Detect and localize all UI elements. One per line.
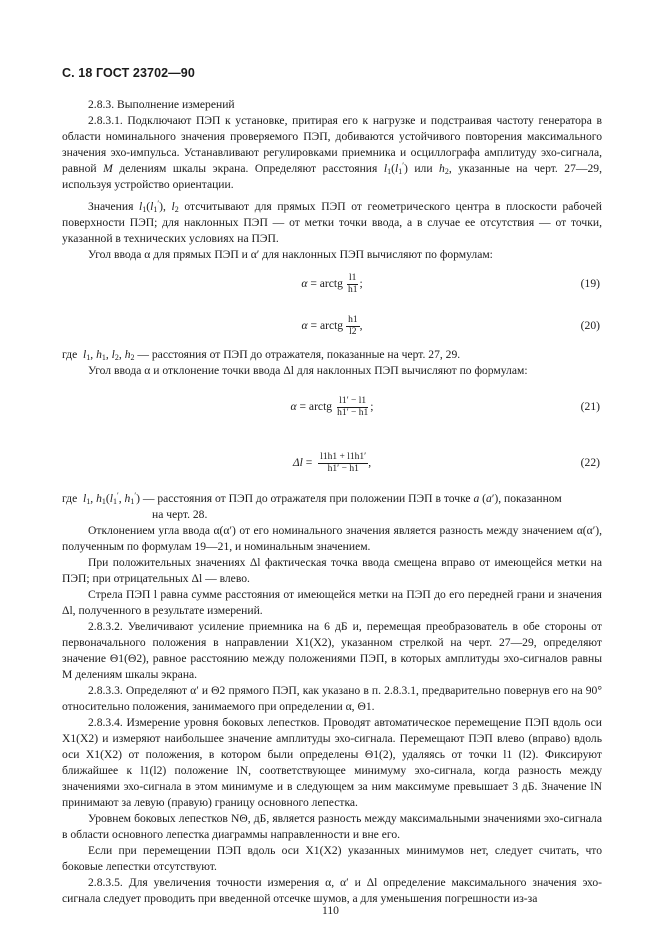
paragraph-sidelobe: Уровнем боковых лепестков NΘ, дБ, является разность между максимальными значениями эхо-сигнала в области основного лепестка диаграммы направленности и вне его.	[62, 812, 602, 841]
paragraph-where-1: где $l_1$, $h_1$, $l_2$, $h_2$ — расстояния от ПЭП до отражателя, показанные на черт. 27, 29.	[62, 348, 461, 362]
paragraph-where-2: где $l_1$, $h_1(l_1'$, $h_1'$) — расстояния от ПЭП до отражателя при положении ПЭП в точке a (a′), показанном	[62, 491, 562, 506]
formula-19: α = arctg $\frac{l1}{h1}$ ; (19)	[301, 272, 600, 295]
formula-22: Δl = $\frac{l1h1 + l1h1'}{h1' - h1}$ , (22)	[292, 451, 600, 474]
paragraph-values: Значения $l_1(l_1')$, $l_2$ отсчитывают для прямых ПЭП от геометрического центра в плоскости рабочей поверхности ПЭП; для наклонных ПЭП — от метки точки ввода, а в случае ее отсутствия — от точки, указанной в технических условиях на ПЭП.	[62, 199, 602, 245]
paragraph-angle2-intro: Угол ввода α и отклонение точки ввода Δl для наклонных ПЭП вычисляют по формулам:	[88, 364, 528, 377]
paragraph-where-2-tail: на черт. 28.	[152, 508, 208, 521]
paragraph-2831: 2.8.3.1. Подключают ПЭП к установке, притирая его к нагрузке и подстраивая частоту генератора в области номинального значения проверяемого ПЭП, добиваются устойчивого повторения максимального значения эхо-импульса. Устанавливают регулировками приемника и осциллографа амплитуду эхо-сигнала, равной M делениям шкалы экрана. Определяют расстояния $l_1(l_1')$ или $h_2$, указанные на черт. 27—29, используя устройство ориентации.	[62, 114, 602, 191]
paragraph-arrow: Стрела ПЭП l равна сумме расстояния от имеющейся метки на ПЭП до его передней грани и значения Δl, полученного в результате измерений.	[62, 588, 602, 617]
page-number: 110	[322, 904, 339, 917]
equation-number: (21)	[580, 400, 600, 413]
formula-20: α = arctg $\frac{h1}{l2}$ , (20)	[301, 314, 600, 337]
page-header: С. 18 ГОСТ 23702—90	[62, 66, 195, 80]
paragraph-positive: При положительных значениях Δl фактическая точка ввода смещена вправо от имеющейся метки на ПЭП; при отрицательных Δl — влево.	[62, 556, 602, 585]
paragraph-angle-intro: Угол ввода α для прямых ПЭП и α′ для наклонных ПЭП вычисляют по формулам:	[88, 248, 493, 261]
paragraph-2834: 2.8.3.4. Измерение уровня боковых лепестков. Проводят автоматическое перемещение ПЭП вдоль оси X1(X2) и измеряют наибольшее значение амплитуды эхо-сигнала. Перемещают ПЭП влево (вправо) вдоль оси X1(X2) от положения, в котором были определены Θ1(2), удаляясь от точки l1 (l2). Фиксируют ближайшее к l1(l2) положение lN, соответствующее минимуму эхо-сигнала, когда разность между значениями эхо-сигнала в этом минимуме и в следующем за ним максимуме превышает 3 дБ. Значение lN принимают за левую (правую) границу основного лепестка.	[62, 716, 602, 809]
paragraph-2832: 2.8.3.2. Увеличивают усиление приемника на 6 дБ и, перемещая преобразователь в обе стороны от первоначального положения в направлении X1(X2), указанном стрелкой на черт. 27—29, определяют значение Θ1(Θ2), равное расстоянию между положениями ПЭП, в которых амплитуды эхо-сигналов равны M делениям шкалы экрана.	[62, 620, 602, 681]
paragraph-deviation: Отклонением угла ввода α(α′) от его номинального значения является разность между значением α(α′), полученным по формулам 19—21, и номинальным значением.	[62, 524, 602, 553]
paragraph-no-minimum: Если при перемещении ПЭП вдоль оси X1(X2) указанных минимумов нет, следует считать, что боковые лепестки отсутствуют.	[62, 844, 602, 873]
section-title: 2.8.3. Выполнение измерений	[88, 98, 235, 111]
document-body	[62, 97, 602, 907]
equation-number: (22)	[580, 456, 600, 469]
equation-number: (19)	[580, 277, 600, 290]
formula-21: α = arctg $\frac{l1' - l1}{h1' - h1}$ ; (21)	[290, 395, 600, 418]
paragraph-2833: 2.8.3.3. Определяют α′ и Θ2 прямого ПЭП, как указано в п. 2.8.3.1, предварительно повернув его на 90° относительно положения, занимаемого при определении α, Θ1.	[62, 684, 602, 713]
equation-number: (20)	[580, 319, 600, 332]
paragraph-2835: 2.8.3.5. Для увеличения точности измерения α, α′ и Δl определение максимального значения эхо-сигнала следует проводить при введенной отсечке шумов, а для уменьшения погрешности из-за	[62, 876, 602, 905]
